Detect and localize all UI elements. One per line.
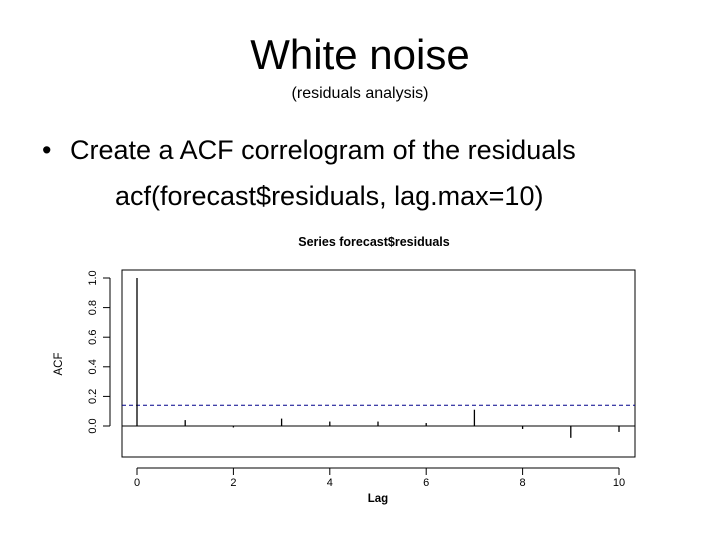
x-tick-label: 6 <box>423 477 430 490</box>
x-tick-label: 2 <box>230 477 237 490</box>
x-tick-label: 8 <box>519 477 526 490</box>
slide-subtitle: (residuals analysis) <box>291 85 429 102</box>
acf-bars <box>137 278 619 438</box>
plot-frame <box>122 270 635 457</box>
y-tick-label: 0.8 <box>87 299 99 316</box>
x-axis-label: Lag <box>367 493 389 505</box>
x-tick-label: 0 <box>133 477 141 490</box>
y-tick-label: 0.6 <box>87 329 99 345</box>
slide-title: White noise <box>250 31 470 78</box>
chart-title: Series forecast$residuals <box>298 235 450 249</box>
x-tick-label: 4 <box>326 477 333 490</box>
y-axis <box>87 270 110 433</box>
y-tick-label: 0.2 <box>87 388 99 405</box>
y-tick-label: 1.0 <box>87 270 99 286</box>
y-tick-label: 0.0 <box>87 418 99 434</box>
x-tick-label: 10 <box>612 477 626 490</box>
code-line: acf(forecast$residuals, lag.max=10) <box>115 181 544 211</box>
bullet-point-icon: • <box>42 135 52 165</box>
bullet-text: Create a ACF correlogram of the residuals <box>70 135 576 165</box>
y-tick-label: 0.4 <box>87 359 99 375</box>
y-axis-label: ACF <box>53 352 65 376</box>
x-axis <box>134 468 625 489</box>
